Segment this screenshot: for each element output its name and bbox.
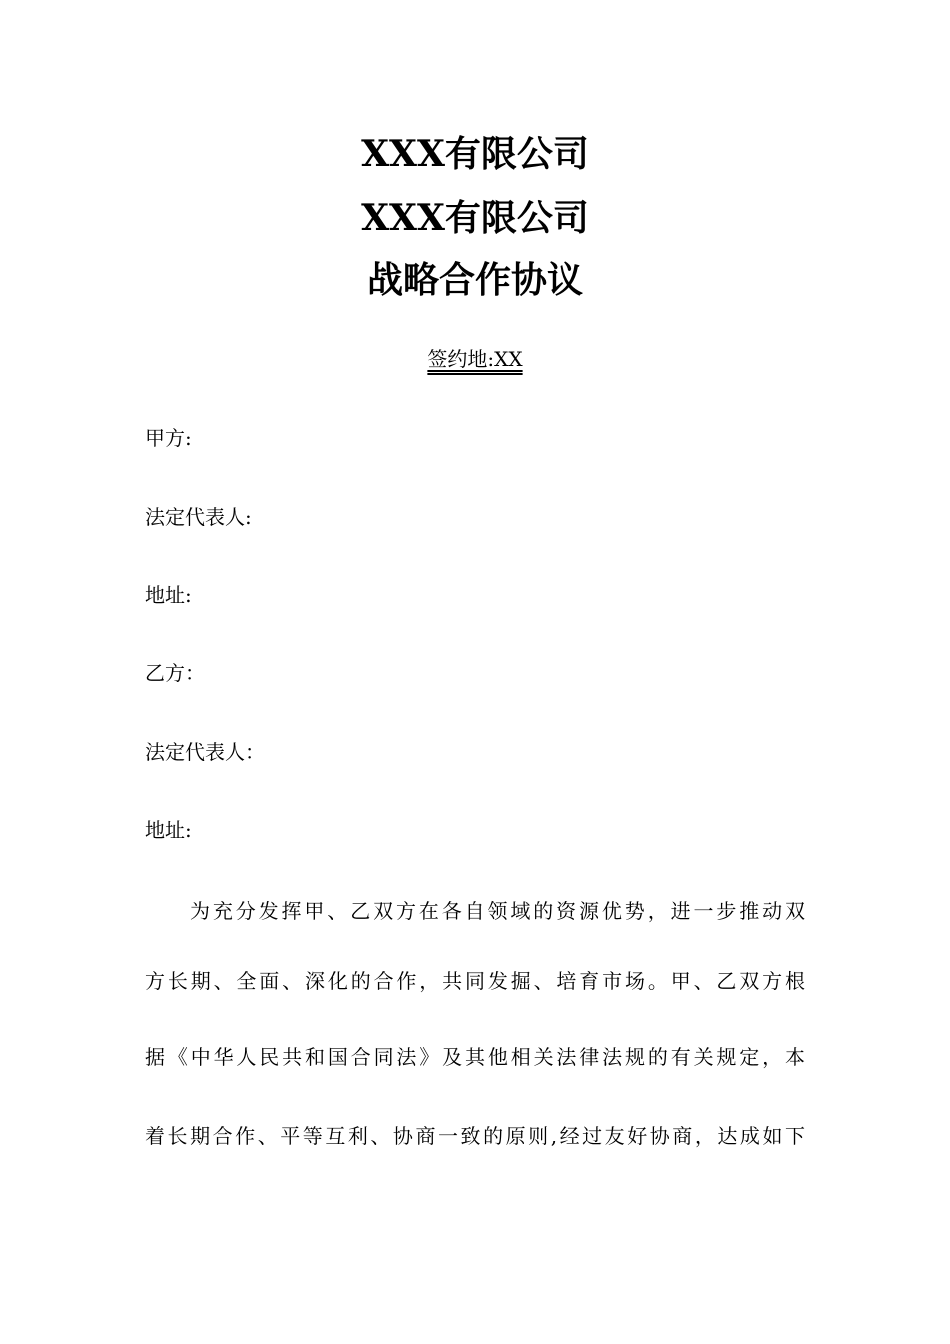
party-b-address-label: 地址: <box>145 818 192 842</box>
paragraph-line: 为充分发挥甲、乙双方在各自领域的资源优势，进一步推动双 <box>190 899 805 923</box>
paragraph-line: 方长期、全面、深化的合作，共同发掘、培育市场。甲、乙双方根 <box>145 969 805 993</box>
company-name-title-2: XXX有限公司 <box>361 197 589 239</box>
party-b-legal-representative-label: 法定代表人： <box>145 740 265 764</box>
party-a-legal-representative-label: 法定代表人: <box>145 505 252 529</box>
paragraph-line: 着长期合作、平等互利、协商一致的原则,经过友好协商，达成如下 <box>145 1124 805 1148</box>
paragraph-line: 据《中华人民共和国合同法》及其他相关法律法规的有关规定，本 <box>145 1045 805 1069</box>
signing-place <box>0 345 950 373</box>
company-name-title-1: XXX有限公司 <box>361 133 589 175</box>
party-a-address-label: 地址: <box>145 583 192 607</box>
party-b-label: 乙方： <box>145 661 205 685</box>
party-a-label: 甲方: <box>145 426 192 450</box>
signing-place-text: 签约地:XX <box>427 347 523 371</box>
agreement-title: 战略合作协议 <box>366 259 583 301</box>
